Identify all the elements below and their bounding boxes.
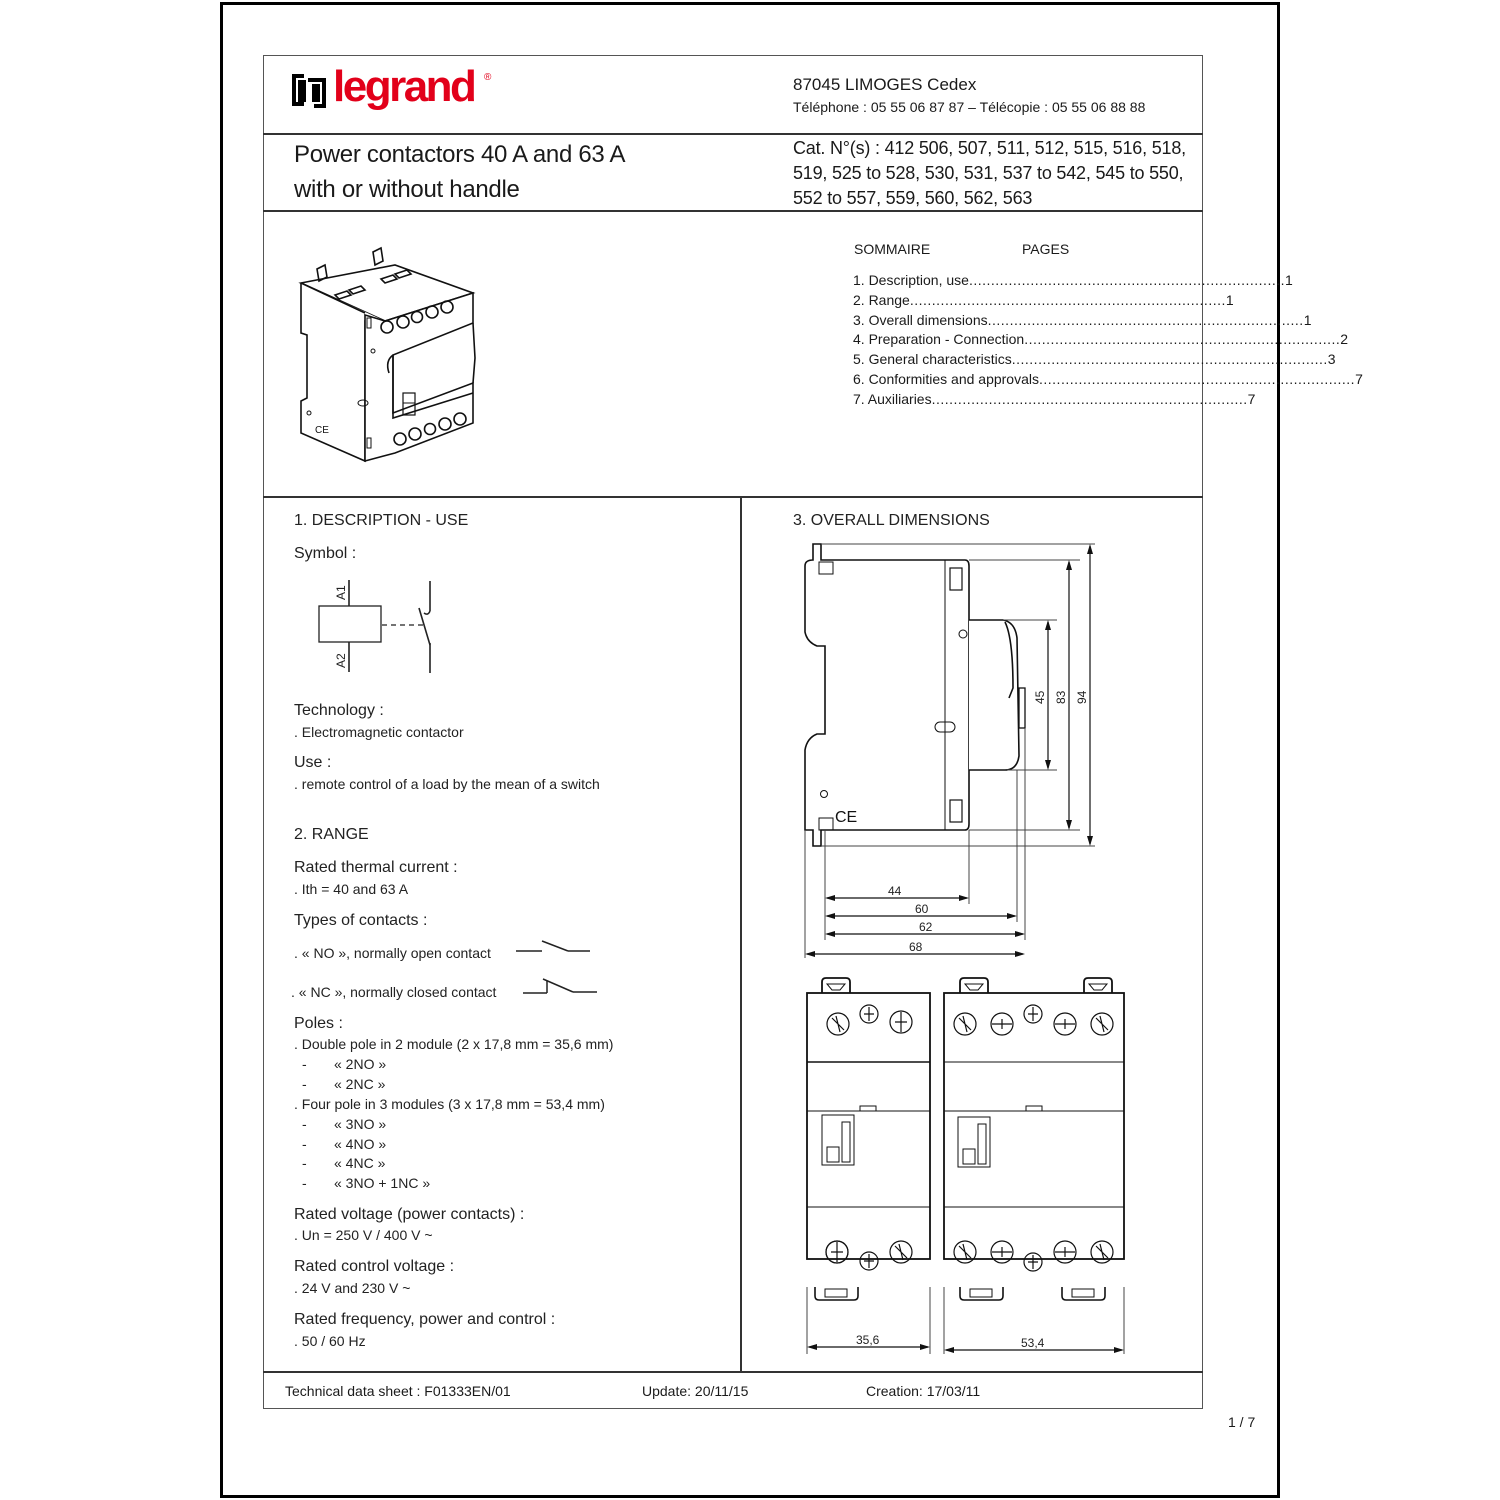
toc-leader: ........................................................................ xyxy=(1011,351,1328,368)
no-contact-symbol-icon xyxy=(514,937,594,962)
front-view-3-module xyxy=(944,978,1124,1259)
list-item xyxy=(294,1174,430,1194)
list-item-text: « 4NC » xyxy=(334,1155,386,1172)
list-dash: - xyxy=(302,1075,307,1092)
list-item xyxy=(294,1055,386,1075)
list-item-text: « 2NO » xyxy=(334,1056,387,1072)
double-pole-text: . Double pole in 2 module (2 x 17,8 mm = 35,6 mm) xyxy=(294,1036,614,1052)
list-item xyxy=(294,1154,430,1174)
toc-item[interactable] xyxy=(853,311,1312,331)
toc-item-page: 1 xyxy=(1285,272,1293,288)
toc-item-label: 4. Preparation - Connection xyxy=(853,331,1025,348)
dim-front-2-module: 35,6 xyxy=(856,1333,880,1347)
toc-item[interactable] xyxy=(853,291,1234,311)
poles-label: Poles : xyxy=(294,1015,343,1032)
terminal-a1-label: A1 xyxy=(334,585,348,600)
list-dash: - xyxy=(302,1155,307,1172)
front-view-bottom xyxy=(800,1230,1135,1360)
list-item xyxy=(294,1115,430,1135)
toc-item[interactable] xyxy=(853,370,1363,390)
toc-leader: ........................................................................ xyxy=(931,390,1248,407)
toc-item-page: 1 xyxy=(1303,311,1312,328)
toc-item-label: 2. Range xyxy=(853,291,910,308)
list-item xyxy=(294,1075,386,1095)
thermal-current-value: . Ith = 40 and 63 A xyxy=(294,881,409,897)
svg-text:CE: CE xyxy=(835,809,858,826)
four-pole-text: . Four pole in 3 modules (3 x 17,8 mm = 53,4 mm) xyxy=(294,1096,605,1112)
document-title xyxy=(294,137,625,207)
nc-contact-text: . « NC », normally closed contact xyxy=(291,984,497,1000)
contacts-types-label: Types of contacts : xyxy=(294,912,428,929)
list-item-text: « 2NC » xyxy=(334,1075,386,1092)
list-dash: - xyxy=(302,1175,307,1192)
toc-item[interactable] xyxy=(853,390,1256,410)
control-voltage-value: . 24 V and 230 V ~ xyxy=(294,1280,411,1296)
dim-height-83: 83 xyxy=(1054,690,1068,704)
dim-height-94: 94 xyxy=(1075,690,1089,704)
toc-item[interactable] xyxy=(853,350,1336,370)
no-contact-text: . « NO », normally open contact xyxy=(294,945,491,961)
frequency-value: . 50 / 60 Hz xyxy=(294,1333,366,1349)
toc-item-label: 1. Description, use xyxy=(853,272,969,288)
svg-text:CE: CE xyxy=(315,425,329,436)
rated-voltage-value: . Un = 250 V / 400 V ~ xyxy=(294,1227,433,1243)
nc-contact-symbol-icon xyxy=(521,976,601,1003)
toc-item-page: 3 xyxy=(1327,351,1336,368)
title-line-2: with or without handle xyxy=(294,176,520,203)
use-value: . remote control of a load by the mean of a switch xyxy=(294,776,600,792)
technology-value: . Electromagnetic contactor xyxy=(294,724,464,740)
table-of-contents xyxy=(853,271,1363,410)
terminal-a2-label: A2 xyxy=(334,653,348,668)
section-dimensions-heading: 3. OVERALL DIMENSIONS xyxy=(793,512,990,529)
catalog-numbers xyxy=(793,136,1193,211)
title-line-1: Power contactors 40 A and 63 A xyxy=(294,141,626,168)
list-item-text: « 4NO » xyxy=(334,1135,387,1152)
dim-width-62: 62 xyxy=(919,920,933,934)
toc-item-label: 3. Overall dimensions xyxy=(853,311,988,328)
use-label: Use : xyxy=(294,754,332,771)
toc-item[interactable] xyxy=(853,271,1293,291)
section-description-heading: 1. DESCRIPTION - USE xyxy=(294,512,469,529)
catalog-line-1: Cat. N°(s) : 412 506, 507, 511, 512, 515, 516, 518, xyxy=(793,138,1186,158)
footer-sheet-reference: Technical data sheet : F01333EN/01 xyxy=(285,1383,511,1399)
rated-voltage-label: Rated voltage (power contacts) : xyxy=(294,1206,525,1223)
thermal-current-label: Rated thermal current : xyxy=(294,859,458,876)
phone-fax: Téléphone : 05 55 06 87 87 – Télécopie : 05 55 06 88 88 xyxy=(793,99,1146,115)
four-pole-list xyxy=(294,1115,430,1194)
section-range-heading: 2. RANGE xyxy=(294,826,369,843)
toc-leader: ........................................................................ xyxy=(909,291,1226,308)
footer-creation-date: Creation: 17/03/11 xyxy=(866,1383,981,1399)
registered-mark: ® xyxy=(484,72,492,83)
list-dash: - xyxy=(302,1056,307,1072)
toc-item-page: 1 xyxy=(1225,291,1234,308)
product-illustration xyxy=(295,243,485,473)
catalog-line-2: 519, 525 to 528, 530, 531, 537 to 542, 545 to 550, xyxy=(793,163,1184,183)
toc-pages-heading: PAGES xyxy=(1022,241,1070,257)
toc-item-page: 2 xyxy=(1340,331,1349,348)
frequency-label: Rated frequency, power and control : xyxy=(294,1311,556,1328)
list-dash: - xyxy=(302,1116,307,1132)
toc-item-page: 7 xyxy=(1247,390,1256,407)
technology-label: Technology : xyxy=(294,702,384,719)
list-item-text: « 3NO + 1NC » xyxy=(334,1175,431,1192)
double-pole-list xyxy=(294,1055,386,1094)
side-view-drawing xyxy=(795,538,1105,968)
dim-front-3-module: 53,4 xyxy=(1021,1336,1045,1350)
toc-item-label: 5. General characteristics xyxy=(853,351,1012,368)
symbol-label: Symbol : xyxy=(294,545,357,562)
dim-width-60: 60 xyxy=(915,902,929,916)
toc-item-label: 6. Conformities and approvals xyxy=(853,370,1039,387)
toc-item[interactable] xyxy=(853,330,1349,350)
list-dash: - xyxy=(302,1135,307,1152)
catalog-line-3: 552 to 557, 559, 560, 562, 563 xyxy=(793,188,1033,208)
dim-width-68: 68 xyxy=(909,940,923,954)
dim-height-45: 45 xyxy=(1033,690,1047,704)
front-view-2-module xyxy=(807,978,930,1263)
divider-header xyxy=(263,133,1203,135)
list-item xyxy=(294,1135,430,1155)
toc-item-page: 7 xyxy=(1355,370,1363,387)
brand-logo-text: legrand xyxy=(333,62,475,111)
page-number: 1 / 7 xyxy=(1228,1414,1256,1430)
dim-width-44: 44 xyxy=(888,884,902,898)
control-voltage-label: Rated control voltage : xyxy=(294,1258,455,1275)
contactor-symbol-diagram xyxy=(312,578,442,683)
divider-columns xyxy=(740,497,742,1371)
legrand-logo-icon xyxy=(292,74,328,115)
list-item-text: « 3NO » xyxy=(334,1116,387,1132)
divider-footer xyxy=(263,1371,1203,1373)
toc-leader: ........................................................................ xyxy=(968,272,1286,288)
toc-leader: ........................................................................ xyxy=(1039,370,1356,387)
address: 87045 LIMOGES Cedex xyxy=(793,75,977,94)
toc-leader: ........................................................................ xyxy=(1024,331,1341,348)
divider-summary xyxy=(263,496,1203,498)
toc-heading: SOMMAIRE xyxy=(854,241,931,257)
toc-item-label: 7. Auxiliaries xyxy=(853,390,932,407)
toc-leader: ........................................................................ xyxy=(987,311,1304,328)
footer-update-date: Update: 20/11/15 xyxy=(642,1383,749,1399)
